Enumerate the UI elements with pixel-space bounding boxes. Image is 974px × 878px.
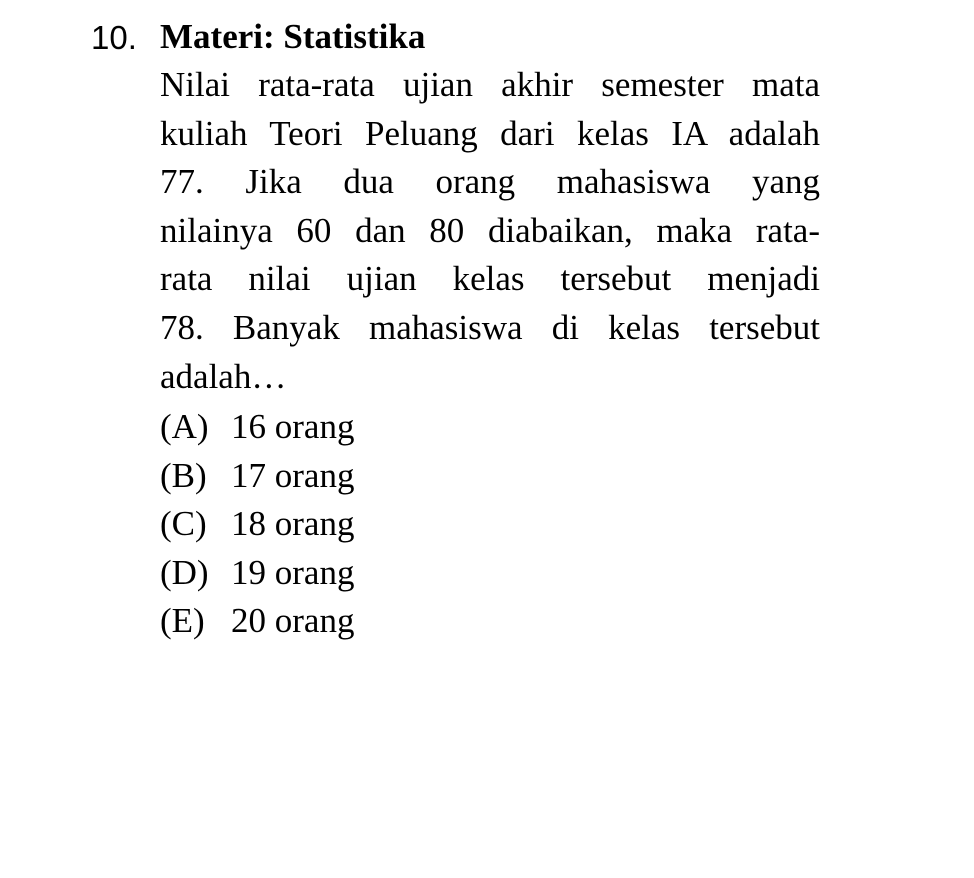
question-text-line: Nilai rata-rata ujian akhir semester mata	[160, 65, 820, 104]
option-letter: (D)	[160, 552, 209, 592]
option-text: 20 orang	[231, 601, 355, 641]
option-text: 19 orang	[231, 552, 355, 592]
question-text-line: rata nilai ujian kelas tersebut menjadi	[160, 259, 820, 299]
question-number: 10.	[91, 19, 137, 56]
option-text: 17 orang	[231, 455, 355, 495]
option-e[interactable]	[160, 597, 354, 646]
option-text: 18 orang	[231, 504, 355, 544]
question-text-line: 78. Banyak mahasiswa di kelas tersebut	[160, 307, 820, 347]
option-a[interactable]	[160, 403, 354, 452]
answer-options	[160, 403, 354, 646]
question-text-line: adalah…	[160, 356, 287, 396]
question-text-line: nilainya 60 dan 80 diabaikan, maka rata-	[160, 210, 820, 250]
option-b[interactable]	[160, 452, 354, 501]
option-letter: (A)	[160, 407, 209, 446]
question-text	[160, 61, 820, 401]
option-text: 16 orang	[231, 407, 355, 446]
question-topic: Materi: Statistika	[160, 17, 426, 56]
question-text-line: 77. Jika dua orang mahasiswa yang	[160, 162, 820, 202]
option-letter: (C)	[160, 504, 207, 544]
option-letter: (E)	[160, 601, 205, 641]
option-c[interactable]	[160, 500, 354, 549]
option-d[interactable]	[160, 549, 354, 598]
question-text-line: kuliah Teori Peluang dari kelas IA adalah	[160, 113, 820, 153]
option-letter: (B)	[160, 455, 207, 495]
